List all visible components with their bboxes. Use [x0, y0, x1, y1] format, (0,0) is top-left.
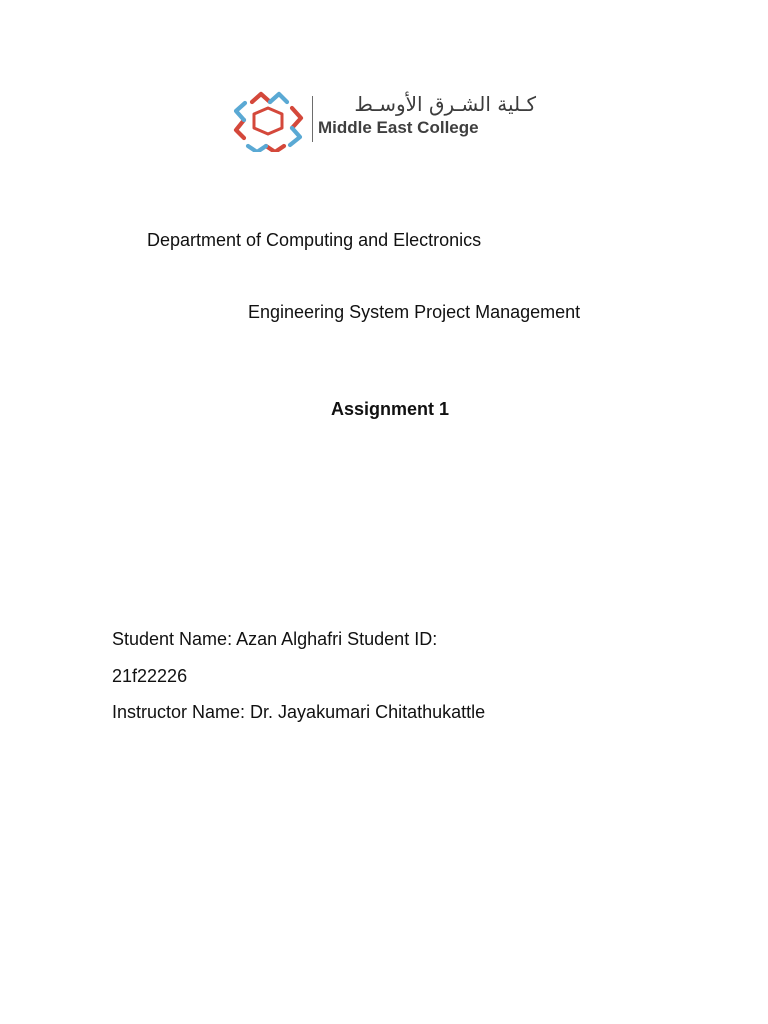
student-name-line: Student Name: Azan Alghafri Student ID: — [112, 629, 438, 649]
student-id-value: 21f22226 — [112, 666, 188, 686]
college-name-english: Middle East College — [318, 118, 479, 137]
instructor-name-line: Instructor Name: Dr. Jayakumari Chitathukattle — [112, 702, 486, 722]
course-title: Engineering System Project Management — [248, 302, 581, 322]
department-heading: Department of Computing and Electronics — [147, 230, 482, 250]
college-logo — [232, 90, 542, 152]
college-emblem-icon — [232, 90, 306, 152]
college-name-arabic: كـلية الشـرق الأوسـط — [354, 92, 536, 116]
logo-divider — [312, 96, 313, 142]
assignment-title: Assignment 1 — [331, 399, 450, 419]
